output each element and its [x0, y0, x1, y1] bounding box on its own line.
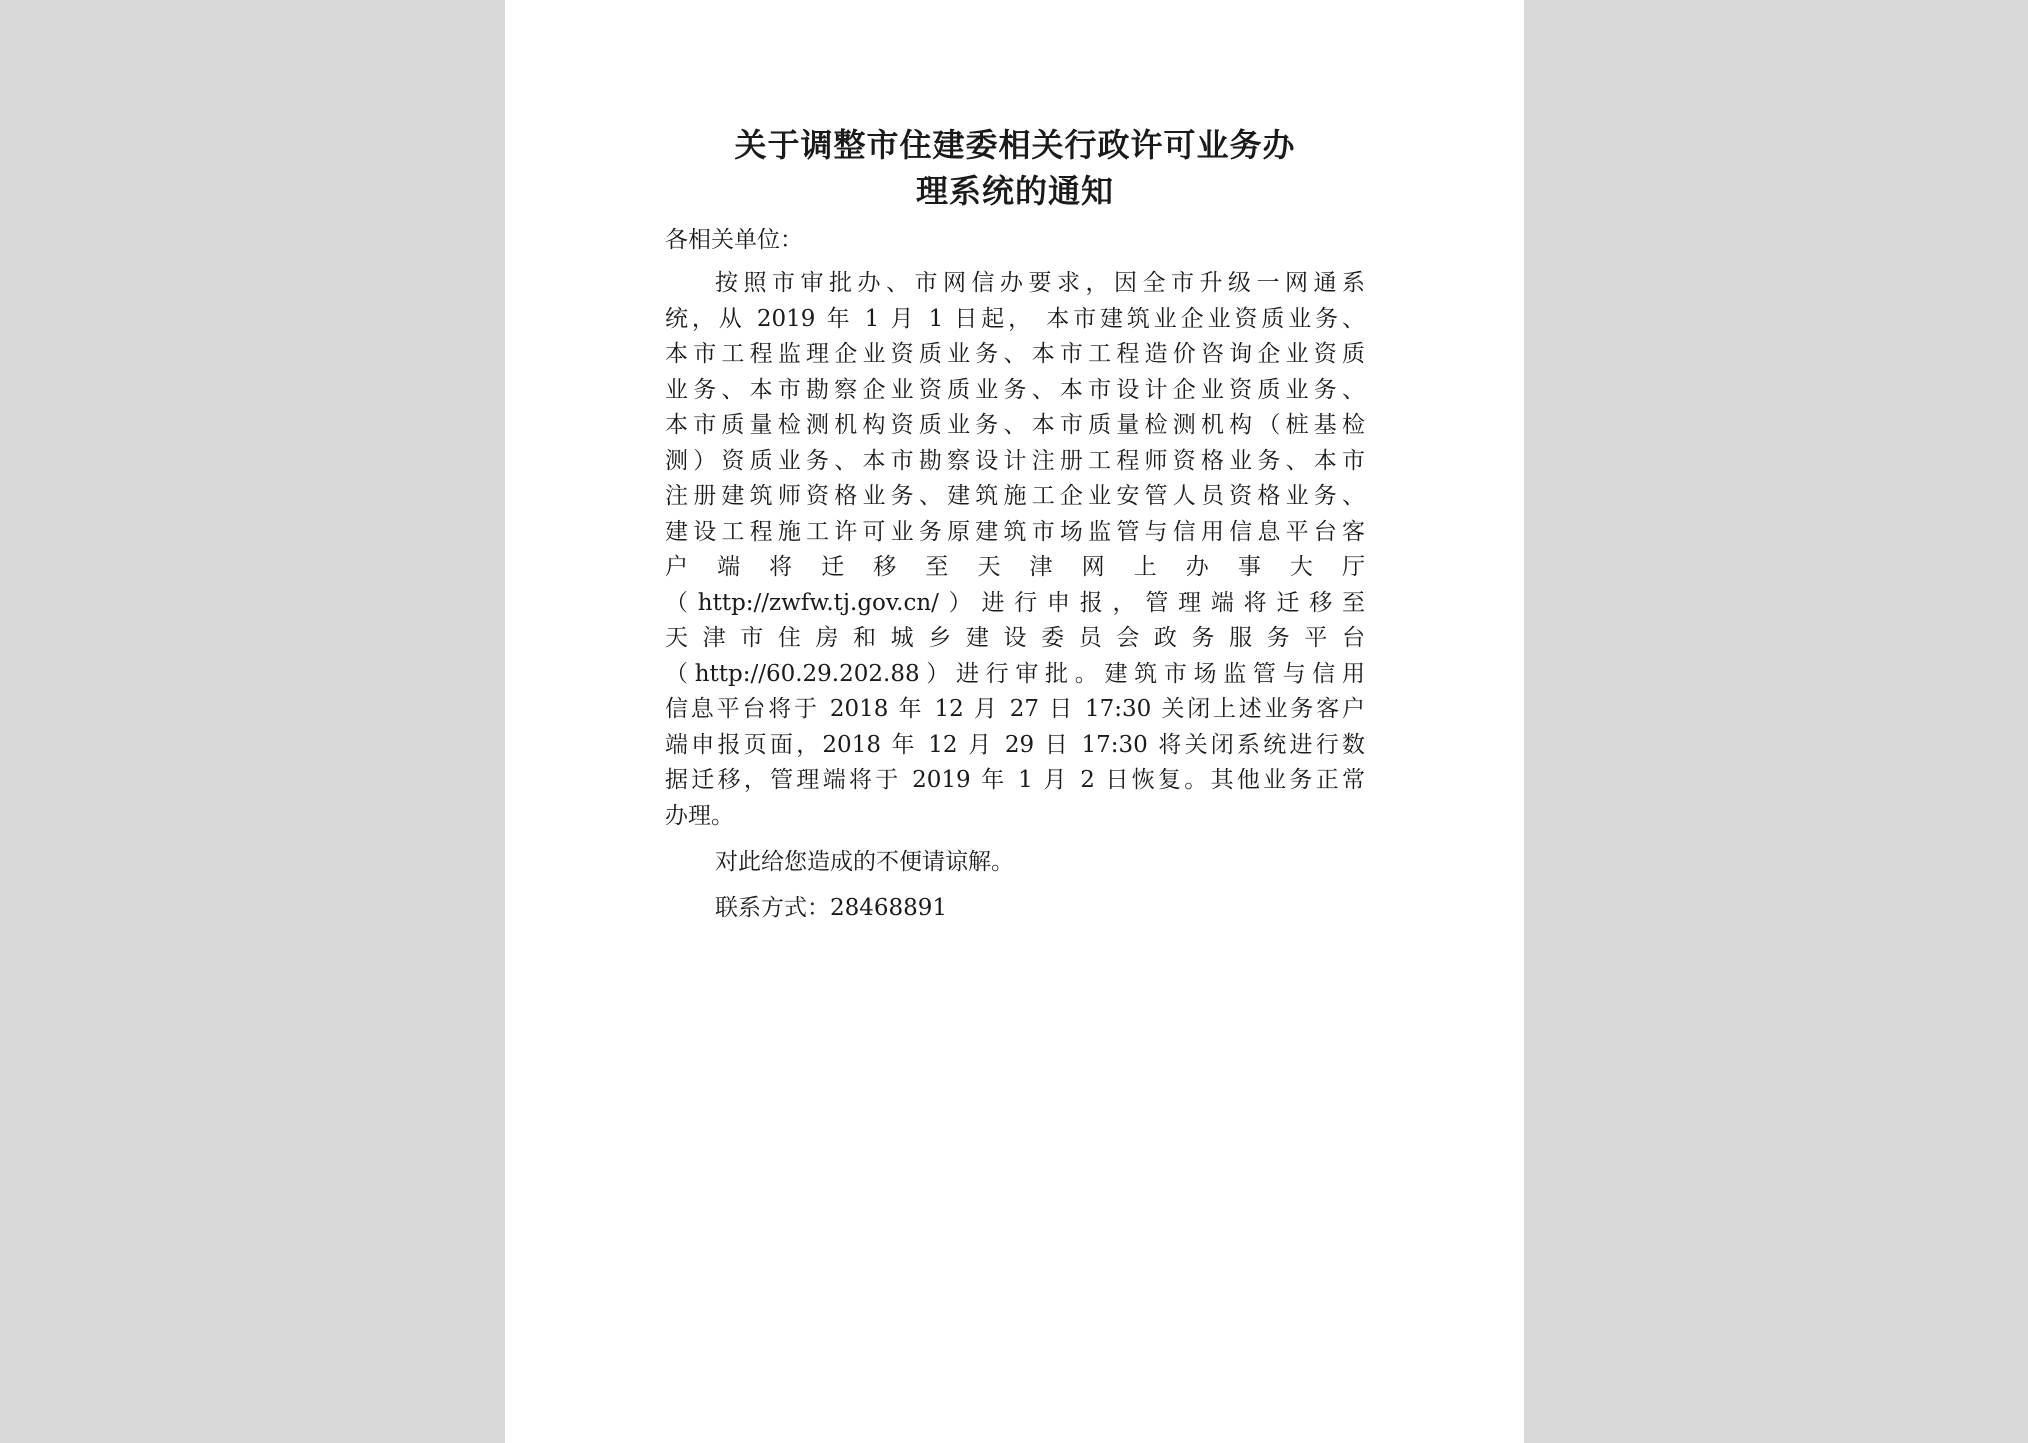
body-line: 业务、本市勘察企业资质业务、本市设计企业资质业务、: [665, 376, 1365, 403]
body-line: （http://60.29.202.88）进行审批。建筑市场监管与信用: [665, 660, 1365, 687]
document-page: [505, 0, 1524, 1443]
notice-title-line-2: 理系统的通知: [915, 172, 1114, 210]
body-line: 信息平台将于 2018 年 12 月 27 日 17:30 关闭上述业务客户: [665, 696, 1365, 722]
body-line: 本市质量检测机构资质业务、本市质量检测机构（桩基检: [665, 412, 1365, 438]
body-line: 按照市审批办、市网信办要求，因全市升级一网通系: [715, 270, 1365, 296]
contact-info: 联系方式：28468891: [715, 895, 948, 921]
body-line: 天 津 市 住 房 和 城 乡 建 设 委 员 会 政 务 服 务 平 台: [665, 625, 1365, 651]
notice-content: [665, 122, 1365, 926]
salutation: 各相关单位：: [665, 227, 803, 253]
body-line: 注册建筑师资格业务、建筑施工企业安管人员资格业务、: [665, 483, 1365, 509]
body-line: （http://zwfw.tj.gov.cn/）进行申报，管理端将迁移至: [665, 589, 1365, 616]
body-line: 办理。: [665, 802, 734, 829]
body-line: 户 端 将 迁 移 至 天 津 网 上 办 事 大 厅: [665, 554, 1365, 580]
body-line: 建设工程施工许可业务原建筑市场监管与信用信息平台客: [665, 518, 1365, 545]
body-line: 本市工程监理企业资质业务、本市工程造价咨询企业资质: [665, 341, 1365, 367]
body-line: 统，从 2019 年 1 月 1 日起， 本市建筑业企业资质业务、: [665, 305, 1365, 332]
body-line: 端申报页面，2018 年 12 月 29 日 17:30 将关闭系统进行数: [665, 731, 1365, 758]
notice-title-line-1: 关于调整市住建委相关行政许可业务办: [734, 126, 1296, 164]
body-line: 据迁移，管理端将于 2019 年 1 月 2 日恢复。其他业务正常: [665, 767, 1365, 793]
notice-body: [665, 266, 1365, 834]
apology-paragraph: 对此给您造成的不便请谅解。: [715, 849, 1014, 875]
body-line: 测）资质业务、本市勘察设计注册工程师资格业务、本市: [665, 447, 1365, 474]
